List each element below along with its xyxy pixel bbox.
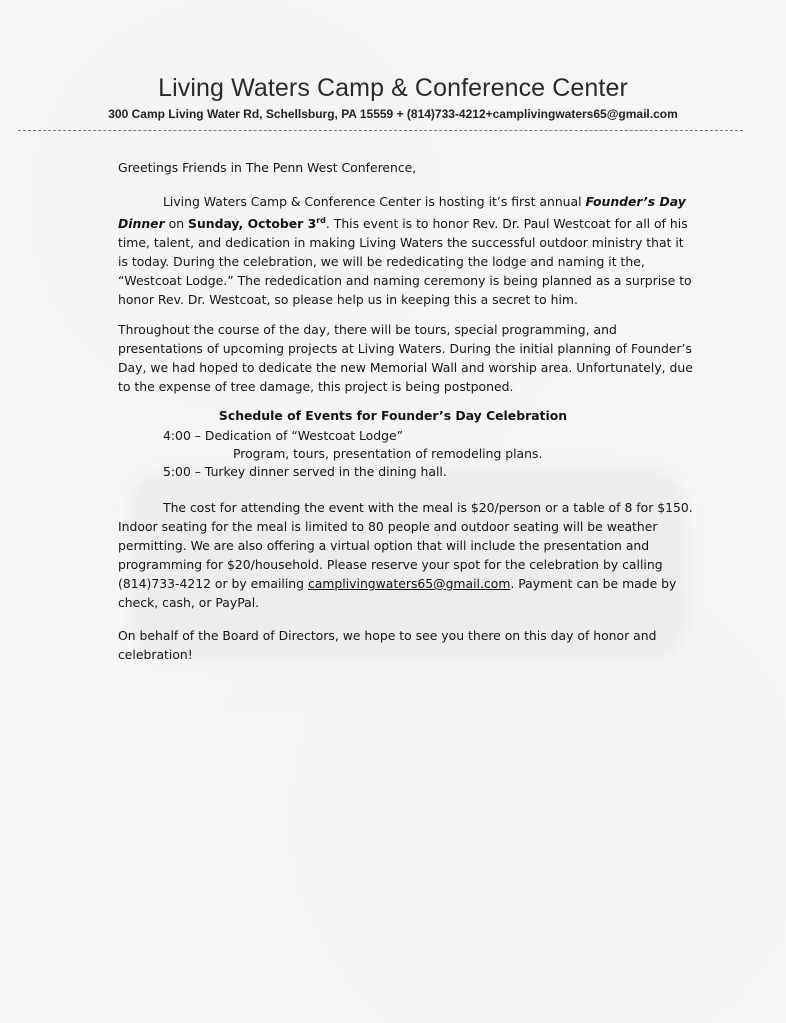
paragraph-announcement [118,192,693,309]
event-date [188,216,326,231]
schedule-item-dedication: 4:00 – Dedication of “Westcoat Lodge” [163,428,404,443]
paragraph-activities: Throughout the course of the day, there will be tours, special programming, and presentations of upcoming projects at Living Waters. During the initial planning of Founder’s Day, we had hoped to dedicate the new Memorial Wall and worship area. Unfortunately, due to the expense of tree damage, this project is being postponed. [118,322,693,394]
para1-text-b: on [164,216,189,232]
event-date-suffix: rd [316,216,326,225]
schedule-item-dinner: 5:00 – Turkey dinner served in the dining hall. [163,464,447,479]
para1-text-a: Living Waters Camp & Conference Center is hosting it’s first annual [163,194,586,209]
event-name: Founder’s Day Dinner [118,194,686,232]
event-date-text: Sunday, October 3 [188,216,317,232]
paragraph-closing: On behalf of the Board of Directors, we hope to see you there on this day of honor and celebration! [118,628,657,662]
para1-text-c: . This event is to honor Rev. Dr. Paul Westcoat for all of his time, talent, and dedication in making Living Waters the successful outdoor ministry that it is today. During the celebration, we will be rededicating the lodge and naming it the, “Westcoat Lodge.” The rededication and naming ceremony is being planned as a surprise to honor Rev. Dr. Westcoat, so please help us in keeping this a secret to him. [118,216,692,308]
letterhead-address: 300 Camp Living Water Rd, Schellsburg, PA 15559 + (814)733-4212+camplivingwaters65@gmail.com [108,107,678,121]
schedule-item-program: Program, tours, presentation of remodeling plans. [233,446,543,461]
letterhead-title: Living Waters Camp & Conference Center [158,74,628,102]
paragraph-cost [118,498,693,612]
para3-text-b: . Payment can be made by check, cash, or PayPal. [118,576,677,610]
para3-text-a: The cost for attending the event with the meal is $20/person or a table of 8 for $150. Indoor seating for the meal is limited to 80 people and outdoor seating will be weather permitting. We are also offering a virtual option that will include the presentation and programming for $20/household. Please reserve your spot for the celebration by calling (814)733-4212 or by emailing [118,500,693,591]
header-divider [18,130,743,131]
greeting: Greetings Friends in The Penn West Conference, [118,160,417,175]
email-link[interactable]: camplivingwaters65@gmail.com [307,576,511,591]
schedule-title: Schedule of Events for Founder’s Day Celebration [218,408,568,423]
